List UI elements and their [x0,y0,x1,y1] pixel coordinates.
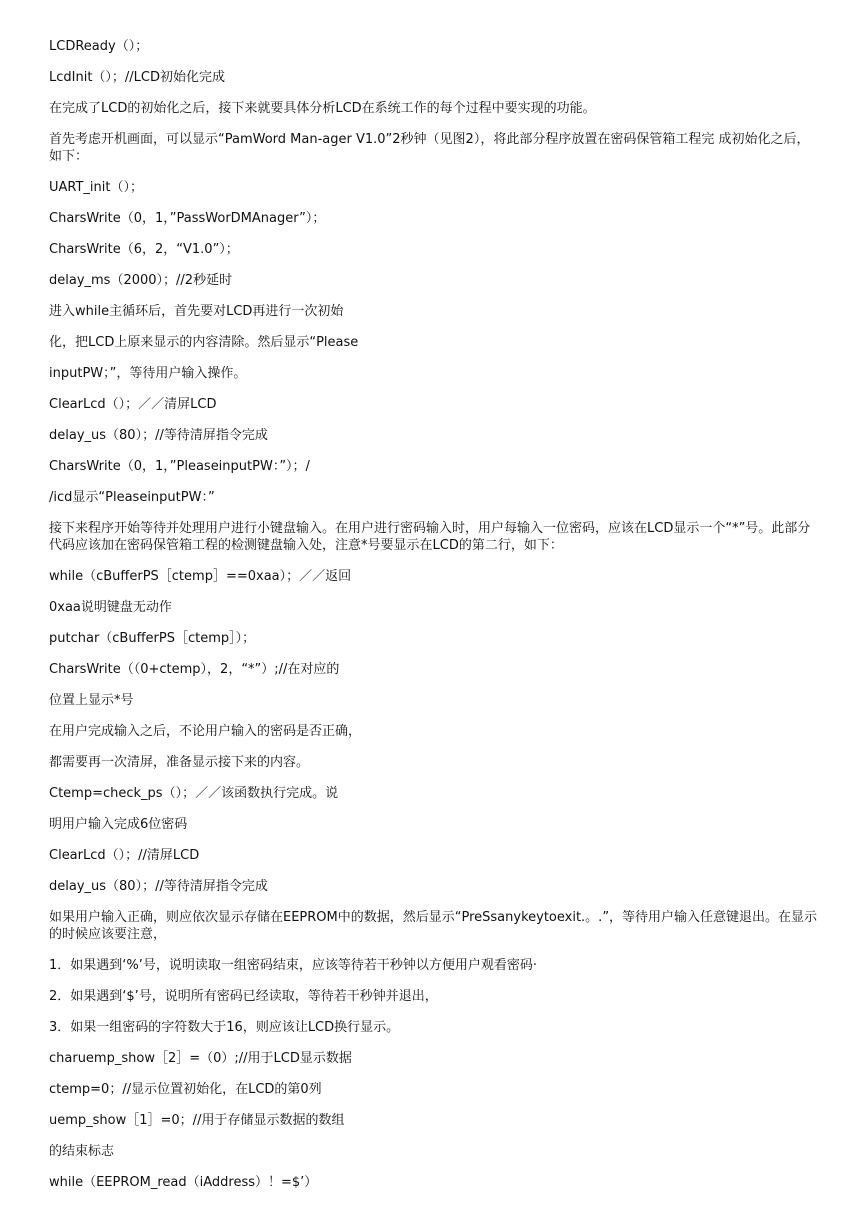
paragraph: delay_us（80）；//等待清屏指令完成 [49,428,268,443]
paragraph: 明用户输入完成6位密码 [49,817,188,832]
paragraph: CharsWrite（6，2，“V1.0”）； [49,242,239,257]
paragraph: /icd显示“PleaseinputPW：” [49,490,215,505]
paragraph: 的结束标志 [49,1144,115,1159]
paragraph: CharsWrite（0，1，”PassWorDMAnager”）； [49,211,326,226]
paragraph: LCDReady（）； [49,39,149,54]
paragraph: 2．如果遇到‘$’号，说明所有密码已经读取，等待若干秒钟并退出， [49,989,438,1004]
paragraph: CharsWrite（0，1，”PleaseinputPW：”）；/ [49,459,310,474]
paragraph: 接下来程序开始等待并处理用户进行小键盘输入。在用户进行密码输入时，用户每输入一位密码，应该在LCD显示一个“*”号。此部分代码应该加在密码保管箱工程的检测键盘输入处，注意*号要显示在LCD的第二行，如下： [49,521,811,553]
paragraph: while（EEPROM_read（iAddress）！=$’） [49,1175,318,1190]
paragraph: CharsWrite（（0+ctemp），2，“*”）;//在对应的 [49,662,340,677]
paragraph: ClearLcd（）；／／清屏LCD [49,397,217,412]
paragraph: ctemp=0；//显示位置初始化，在LCD的第0列 [49,1082,322,1097]
paragraph: 在完成了LCD的初始化之后，接下来就要具体分析LCD在系统工作的每个过程中要实现的功能。 [49,101,596,116]
paragraph: 1．如果遇到‘%’号，说明读取一组密码结束，应该等待若干秒钟以方便用户观看密码· [49,958,538,973]
paragraph: 进入while主循环后，首先要对LCD再进行一次初始 [49,304,344,319]
paragraph: 在用户完成输入之后，不论用户输入的密码是否正确， [49,724,362,739]
paragraph: putchar（cBufferPS［ctemp］）； [49,631,256,646]
paragraph: 化，把LCD上原来显示的内容清除。然后显示“Please [49,335,359,350]
paragraph: inputPW；”，等待用户输入操作。 [49,366,247,381]
paragraph: 首先考虑开机画面，可以显示“PamWord Man-ager V1.0”2秒钟（见图2），将此部分程序放置在密码保管箱工程完 成初始化之后，如下： [49,132,810,164]
paragraph: 都需要再一次清屏，准备显示接下来的内容。 [49,755,310,770]
paragraph: 3．如果一组密码的字符数大于16，则应该让LCD换行显示。 [49,1020,400,1035]
paragraph: delay_us（80）；//等待清屏指令完成 [49,879,268,894]
paragraph: charuemp_show［2］=（0）;//用于LCD显示数据 [49,1051,352,1066]
paragraph: 如果用户输入正确，则应依次显示存储在EEPROM中的数据，然后显示“PreSsanykeytoexit.。.”，等待用户输入任意键退出。在显示的时候应该要注意， [49,910,818,942]
paragraph: delay_ms（2000）；//2秒延时 [49,273,233,288]
paragraph: ClearLcd（）；//清屏LCD [49,848,200,863]
document-body [49,38,819,1205]
paragraph: Ctemp=check_ps（）；／／该函数执行完成。说 [49,786,339,801]
paragraph: while（cBufferPS［ctemp］==0xaa）；／／返回 [49,569,352,584]
paragraph: UART_init（）； [49,180,143,195]
paragraph: 位置上显示*号 [49,693,134,708]
paragraph: LcdInit（）；//LCD初始化完成 [49,70,226,85]
paragraph: uemp_show［1］=0；//用于存储显示数据的数组 [49,1113,345,1128]
paragraph: 0xaa说明键盘无动作 [49,600,172,615]
